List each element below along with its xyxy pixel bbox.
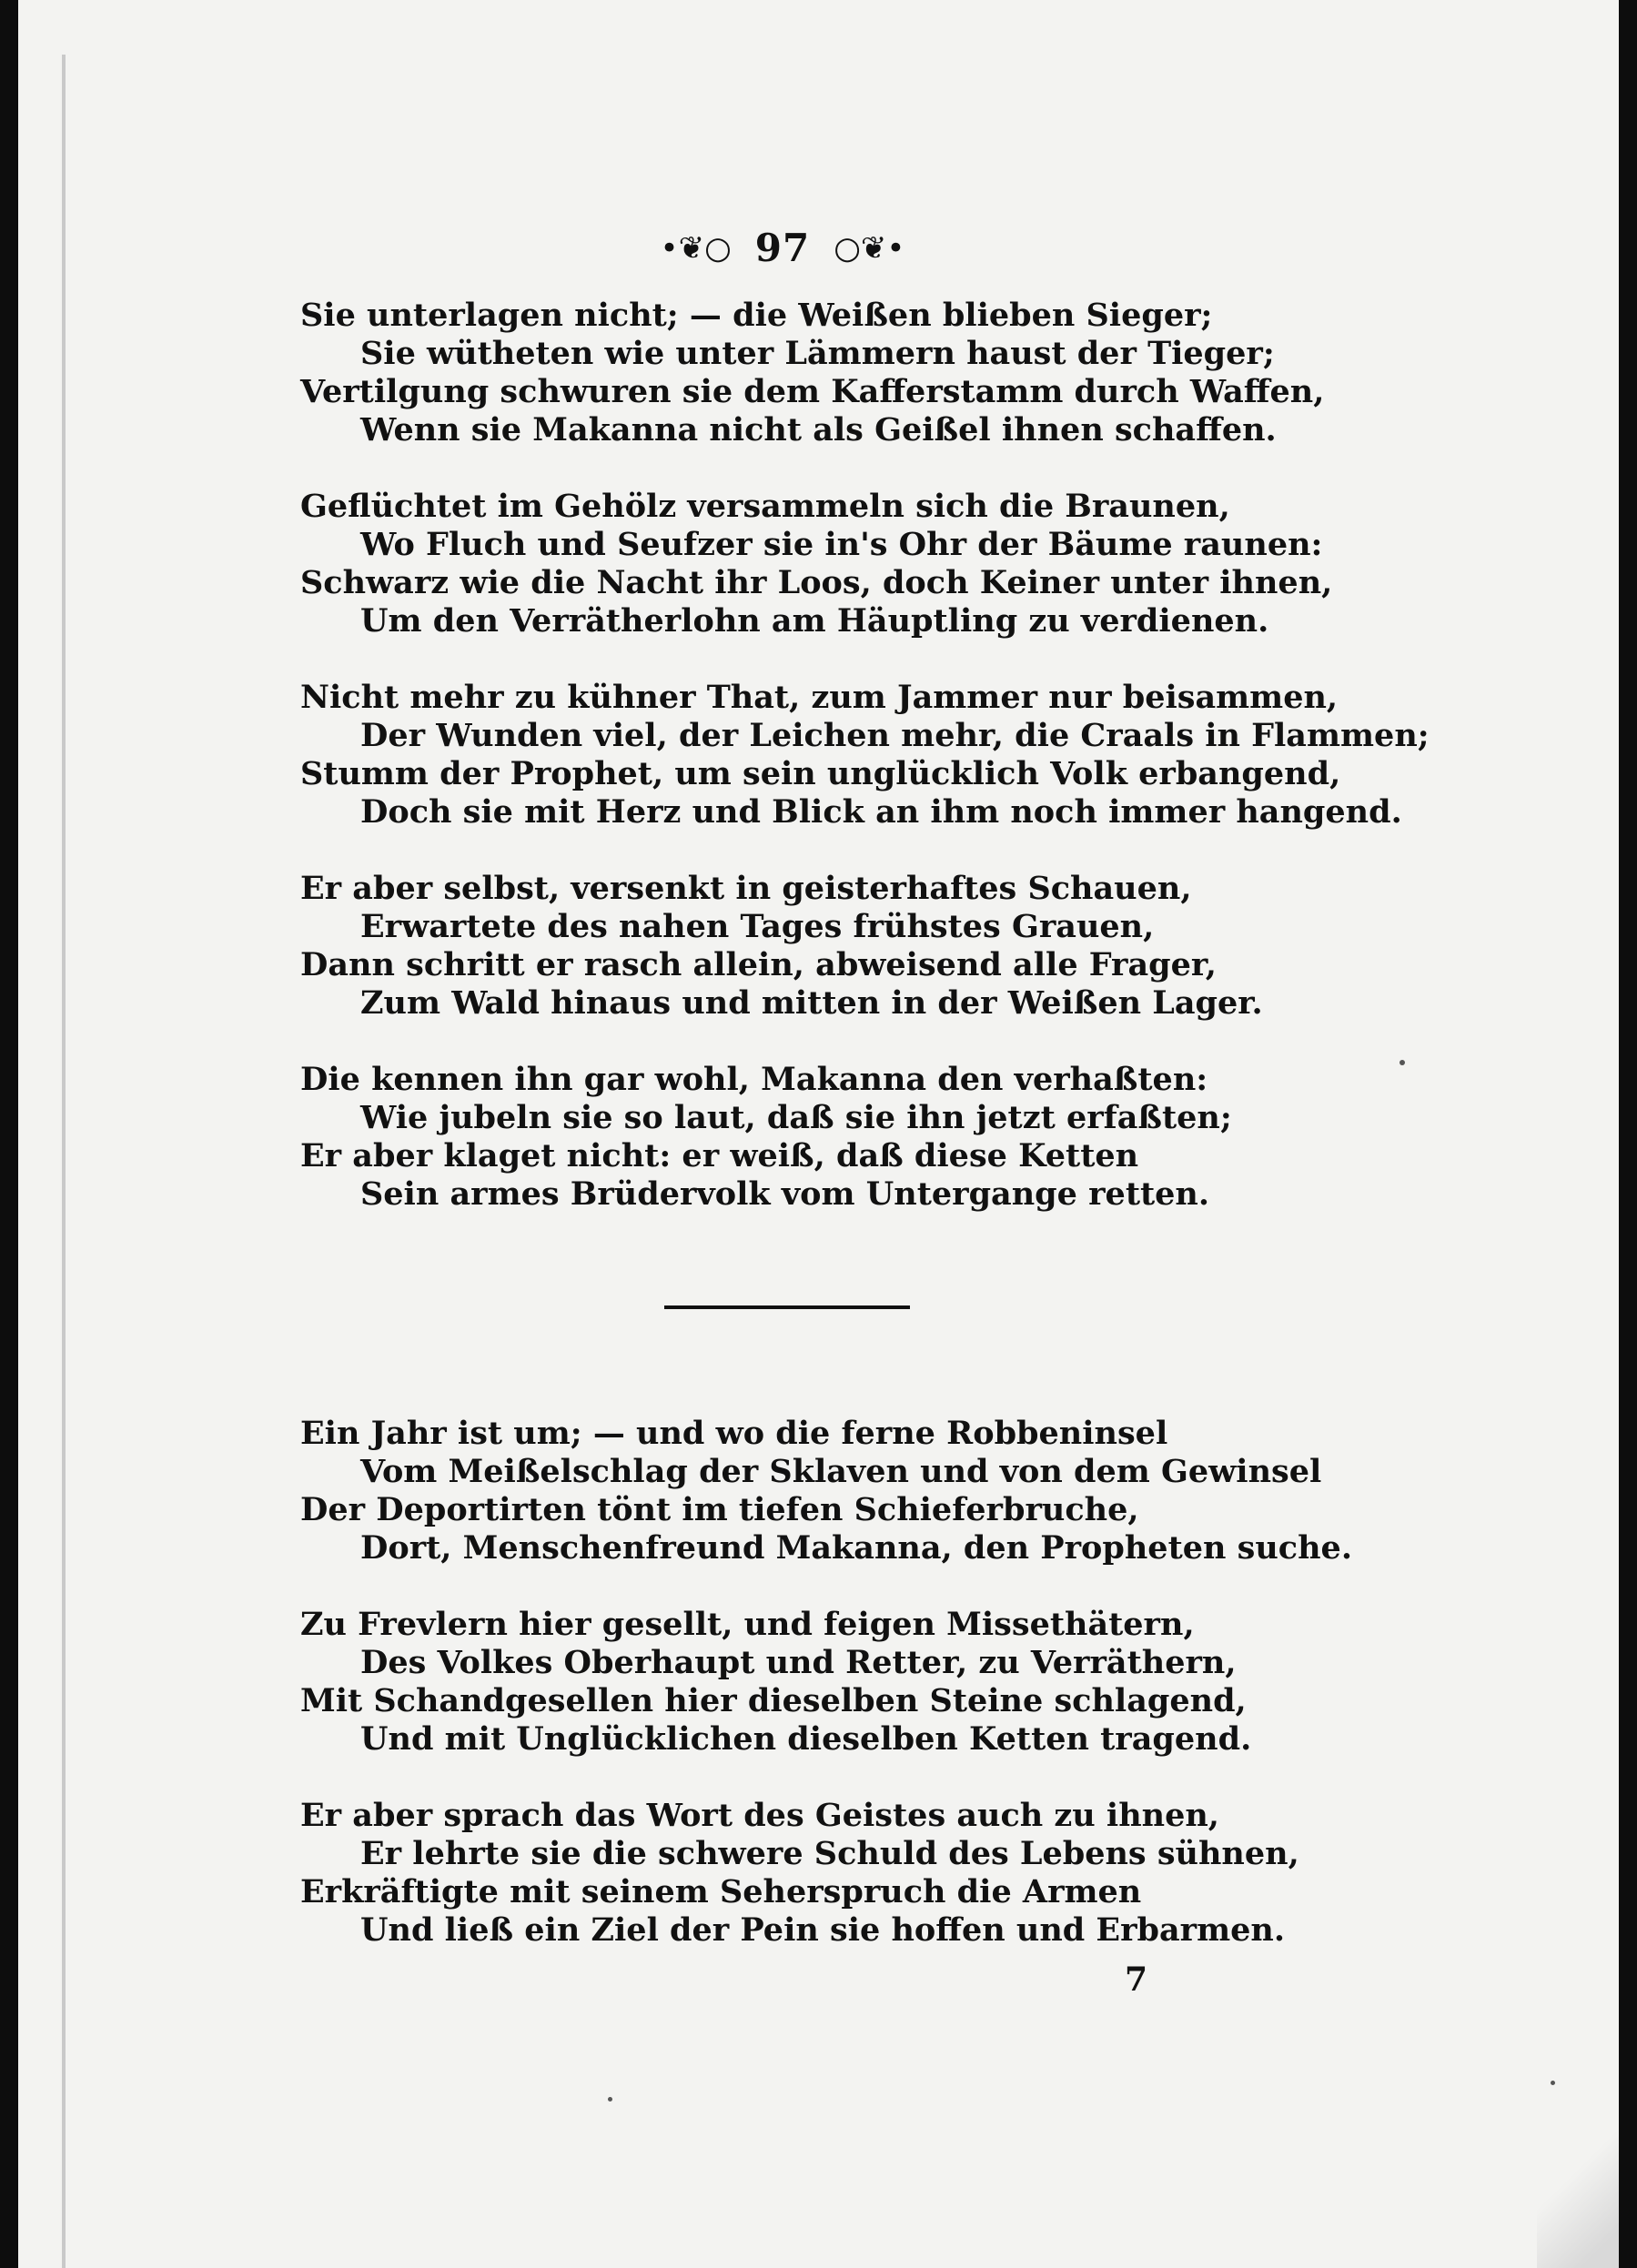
verse-line: Er lehrte sie die schwere Schuld des Lebens sühnen, (360, 1835, 1299, 1872)
left-scan-border (0, 0, 18, 2268)
stanza (300, 1415, 1374, 1567)
dust-speck (1551, 2081, 1555, 2085)
verse-line: Zum Wald hinaus und mitten in der Weißen Lager. (360, 984, 1263, 1022)
verse-line: Sie wütheten wie unter Lämmern haust der Tieger; (360, 335, 1275, 372)
printer-signature: 7 (1125, 1961, 1148, 1999)
verse-line: Und ließ ein Ziel der Pein sie hoffen und Erbarmen. (360, 1911, 1286, 1949)
dust-speck (608, 2097, 612, 2102)
page-fold-line (62, 55, 66, 2268)
verse-line: Geflüchtet im Gehölz versammeln sich die Braunen, (300, 488, 1230, 525)
verse-line: Erkräftigte mit seinem Seherspruch die Armen (300, 1873, 1142, 1910)
verse-line: Mit Schandgesellen hier dieselben Steine schlagend, (300, 1682, 1247, 1719)
verse-line: Sein armes Brüdervolk vom Untergange retten. (360, 1175, 1210, 1213)
page-corner-shadow (1537, 2095, 1619, 2268)
verse-line: Wie jubeln sie so laut, daß sie ihn jetzt erfaßten; (360, 1099, 1232, 1136)
verse-line: Wenn sie Makanna nicht als Geißel ihnen schaffen. (360, 411, 1277, 449)
verse-line: Dort, Menschenfreund Makanna, den Propheten suche. (360, 1529, 1353, 1567)
verse-line: Um den Verrätherlohn am Häuptling zu verdienen. (360, 602, 1269, 640)
section-divider (664, 1305, 910, 1309)
poem-section-two (300, 1415, 1374, 1988)
verse-line: Der Wunden viel, der Leichen mehr, die Craals in Flammen; (360, 717, 1430, 754)
verse-line: Ein Jahr ist um; — und wo die ferne Robbeninsel (300, 1415, 1168, 1452)
page-header (637, 217, 928, 280)
verse-line: Zu Frevlern hier gesellt, und feigen Missethätern, (300, 1606, 1195, 1643)
stanza (300, 1606, 1374, 1759)
stanza (300, 679, 1430, 832)
verse-line: Nicht mehr zu kühner That, zum Jammer nur beisammen, (300, 679, 1339, 716)
poem-section-one (300, 297, 1430, 1252)
page-number: 97 (754, 226, 811, 270)
verse-line: Er aber selbst, versenkt in geisterhaftes Schauen, (300, 870, 1192, 907)
stanza (300, 488, 1374, 640)
right-ornament-icon: ○❦• (834, 230, 905, 267)
stanza (300, 297, 1374, 449)
verse-line: Vertilgung schwuren sie dem Kafferstamm durch Waffen, (300, 373, 1325, 410)
dust-speck (1400, 1060, 1405, 1065)
verse-line: Er aber sprach das Wort des Geistes auch zu ihnen, (300, 1797, 1219, 1834)
verse-line: Sie unterlagen nicht; — die Weißen blieben Sieger; (300, 297, 1213, 334)
verse-line: Er aber klaget nicht: er weiß, daß diese Ketten (300, 1137, 1139, 1174)
left-ornament-icon: •❦○ (660, 230, 732, 267)
verse-line: Erwartete des nahen Tages frühstes Grauen, (360, 908, 1155, 945)
verse-line: Des Volkes Oberhaupt und Retter, zu Verräthern, (360, 1644, 1237, 1681)
stanza (300, 870, 1374, 1023)
verse-line: Doch sie mit Herz und Blick an ihm noch immer hangend. (360, 793, 1402, 831)
verse-line: Die kennen ihn gar wohl, Makanna den verhaßten: (300, 1061, 1208, 1098)
stanza (300, 1061, 1374, 1214)
verse-line: Stumm der Prophet, um sein unglücklich Volk erbangend, (300, 755, 1341, 792)
verse-line: Wo Fluch und Seufzer sie in's Ohr der Bäume raunen: (360, 526, 1323, 563)
verse-line: Vom Meißelschlag der Sklaven und von dem Gewinsel (360, 1453, 1322, 1490)
verse-line: Und mit Unglücklichen dieselben Ketten tragend. (360, 1720, 1252, 1758)
verse-line: Der Deportirten tönt im tiefen Schieferbruche, (300, 1491, 1139, 1528)
right-scan-border (1619, 0, 1637, 2268)
verse-line: Schwarz wie die Nacht ihr Loos, doch Keiner unter ihnen, (300, 564, 1333, 601)
verse-line: Dann schritt er rasch allein, abweisend alle Frager, (300, 946, 1217, 983)
stanza (300, 1797, 1374, 1950)
